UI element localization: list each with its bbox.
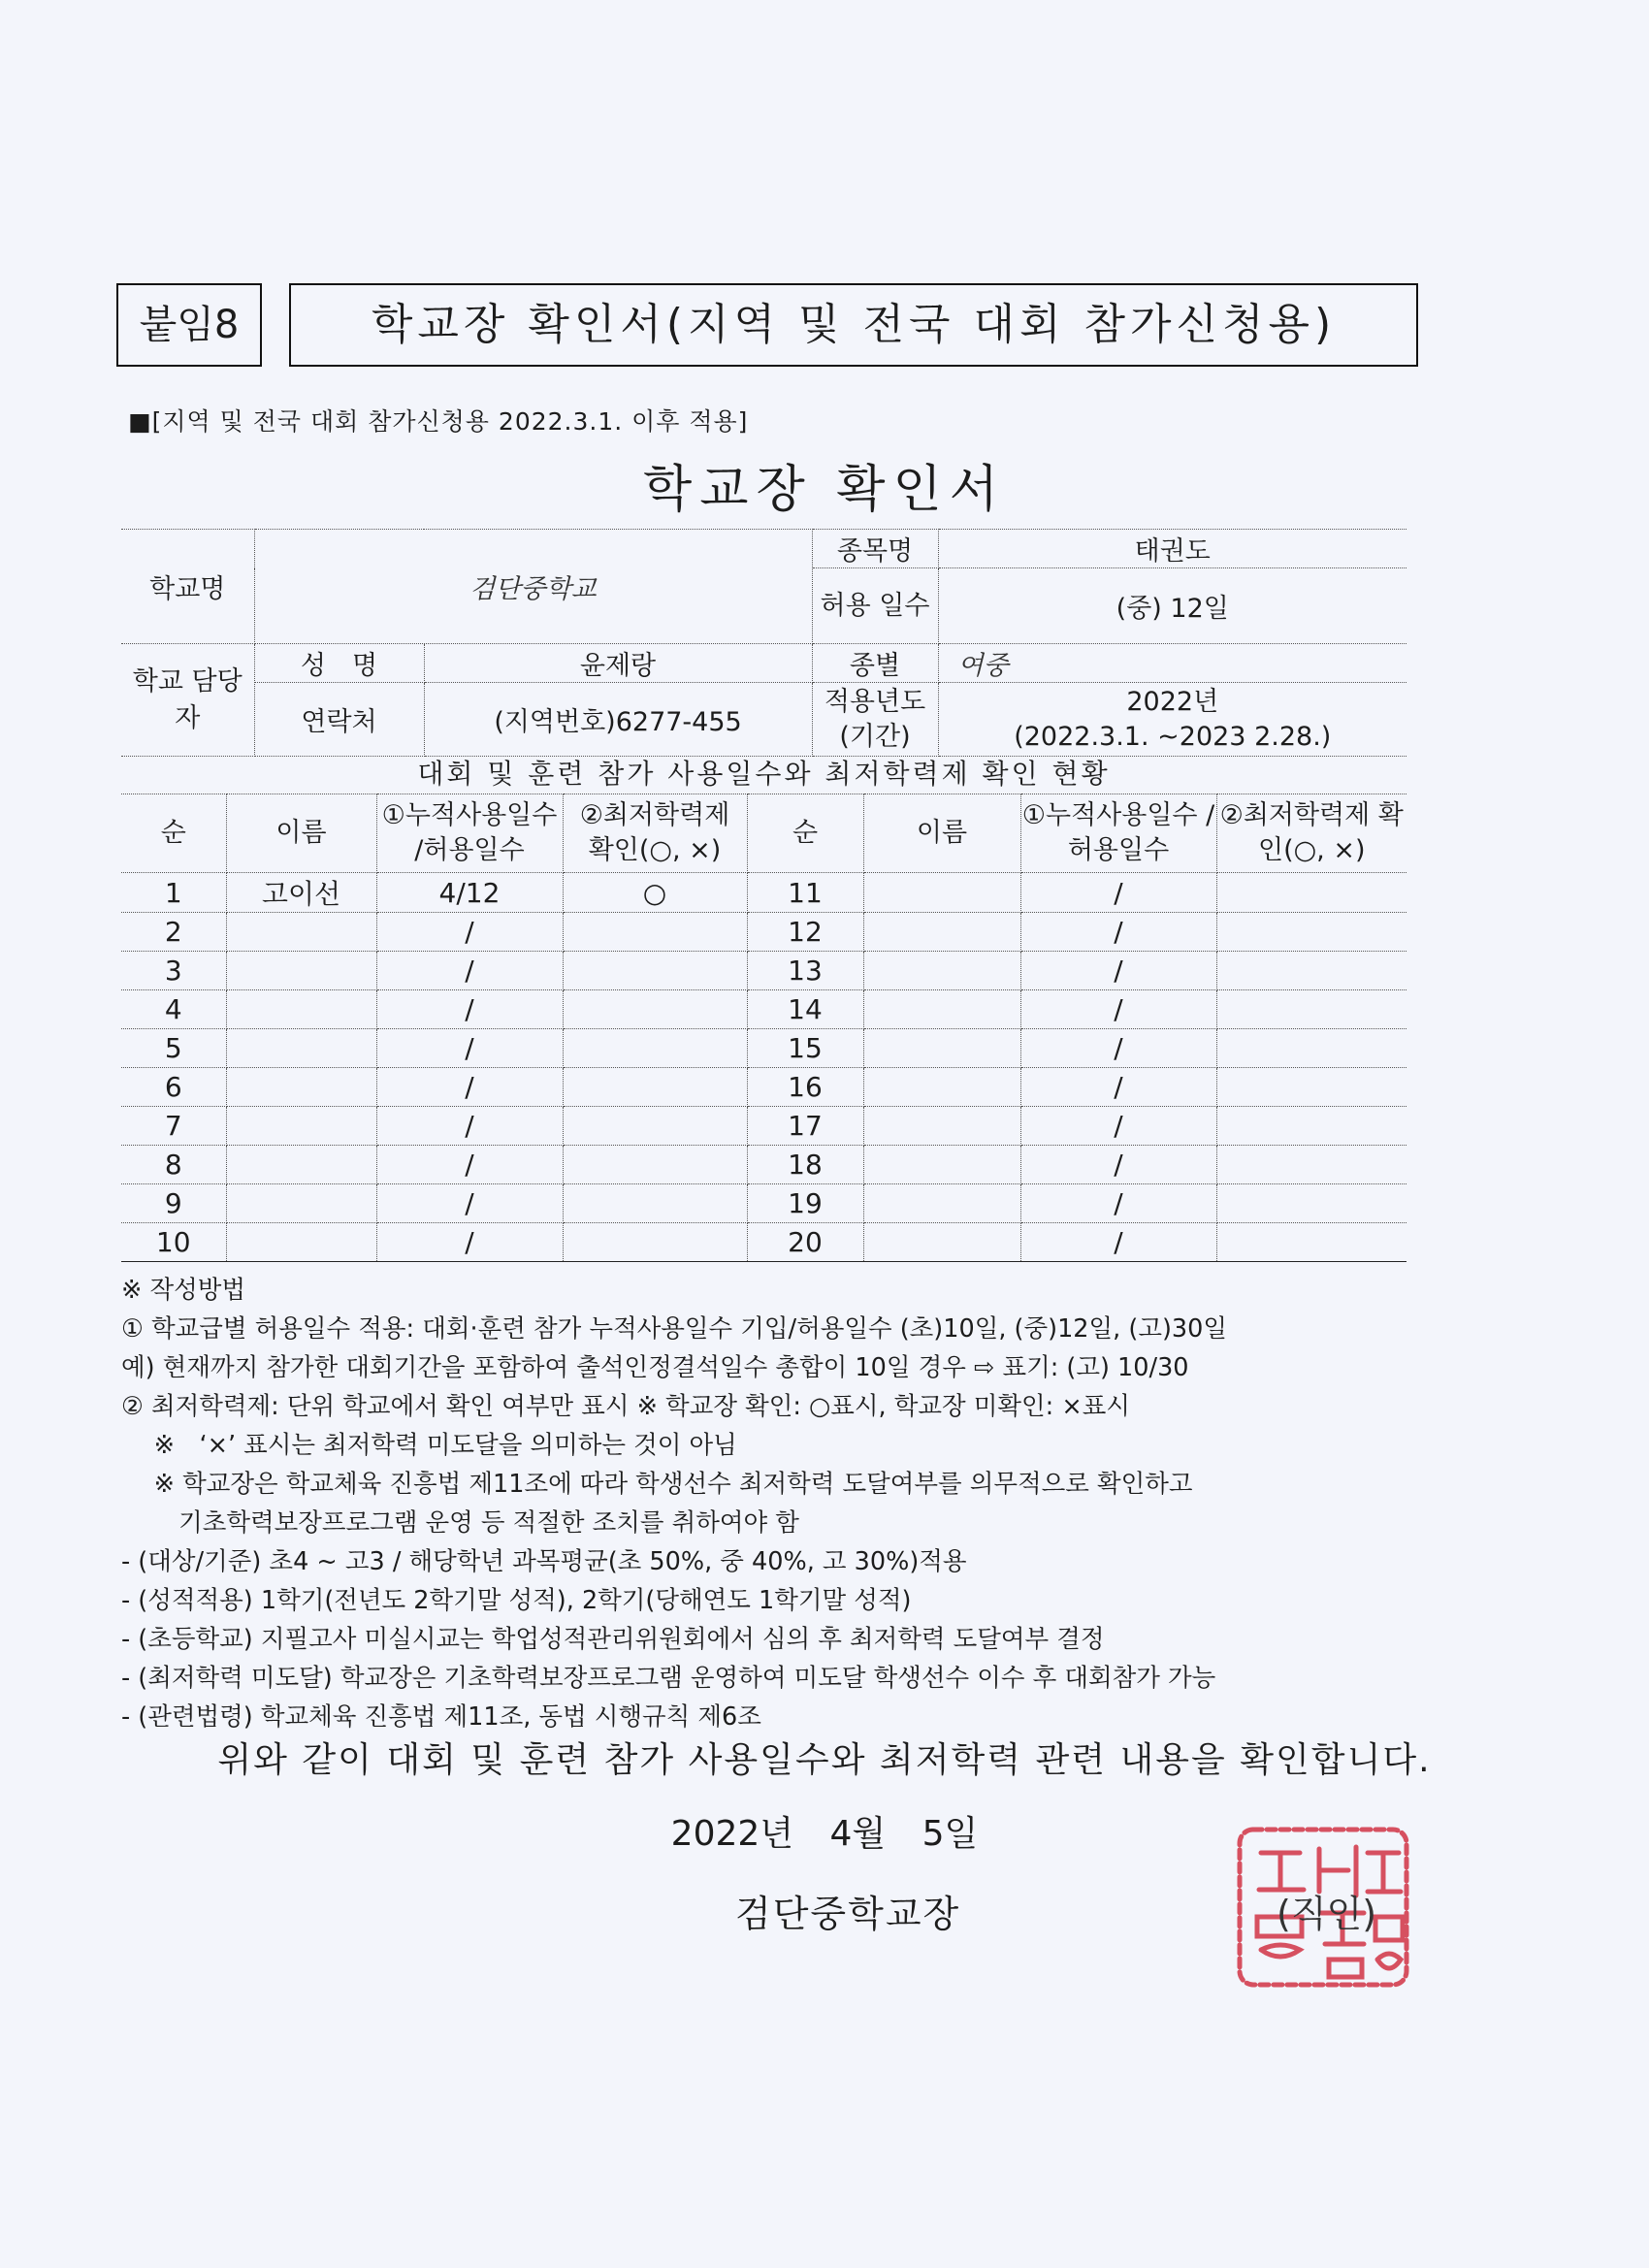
staff-name-label: 성 명 — [254, 644, 424, 683]
row-min-academic-check — [563, 1107, 747, 1146]
row-used-days: / — [1020, 1146, 1216, 1184]
row-min-academic-check — [563, 990, 747, 1029]
row-number: 14 — [747, 990, 863, 1029]
row-number: 7 — [121, 1107, 226, 1146]
instruction-line: ① 학교급별 허용일수 적용: 대회·훈련 참가 누적사용일수 기입/허용일수 (초)10일, (중)12일, (고)30일 — [121, 1314, 1227, 1344]
row-min-academic-check — [563, 1223, 747, 1262]
row-min-academic-check — [563, 1029, 747, 1068]
attachment-tag: 붙임8 — [116, 283, 262, 367]
row-number: 8 — [121, 1146, 226, 1184]
row-number: 18 — [747, 1146, 863, 1184]
row-number: 15 — [747, 1029, 863, 1068]
row-min-academic-check — [1216, 1146, 1406, 1184]
row-name — [863, 990, 1020, 1029]
instruction-line: - (초등학교) 지필고사 미실시교는 학업성적관리위원회에서 심의 후 최저학력 도달여부 결정 — [121, 1625, 1105, 1654]
col-header-check: ②최저학력제 확인(○, ×) — [1216, 794, 1406, 873]
row-name — [226, 990, 376, 1029]
row-used-days: / — [376, 1184, 563, 1223]
row-number: 17 — [747, 1107, 863, 1146]
row-name — [863, 952, 1020, 990]
row-number: 10 — [121, 1223, 226, 1262]
col-header-name: 이름 — [863, 794, 1020, 873]
school-name-value: 검단중학교 — [254, 530, 812, 644]
year-label: 적용년도 (기간) — [812, 683, 938, 757]
row-number: 3 — [121, 952, 226, 990]
row-used-days: / — [376, 952, 563, 990]
row-name — [863, 1029, 1020, 1068]
row-number: 16 — [747, 1068, 863, 1107]
contact-value: (지역번호)6277-455 — [424, 683, 812, 757]
row-used-days: / — [1020, 990, 1216, 1029]
allowed-days-label: 허용 일수 — [812, 568, 938, 644]
row-used-days: / — [1020, 1029, 1216, 1068]
row-min-academic-check — [1216, 1068, 1406, 1107]
table-row — [121, 1107, 1406, 1146]
col-header-no: 순 — [121, 794, 226, 873]
header-title: 학교장 확인서(지역 및 전국 대회 참가신청용) — [289, 283, 1418, 367]
table-row — [121, 1029, 1406, 1068]
allowed-days-value: (중) 12일 — [938, 568, 1406, 644]
instruction-line: - (관련법령) 학교체육 진흥법 제11조, 동법 시행규칙 제6조 — [121, 1702, 761, 1732]
gender-value: 여중 — [938, 644, 1406, 683]
row-number: 13 — [747, 952, 863, 990]
row-number: 9 — [121, 1184, 226, 1223]
row-name — [863, 1184, 1020, 1223]
seal-mark-text: (직인) — [1277, 1893, 1377, 1935]
row-used-days: / — [1020, 1223, 1216, 1262]
row-number: 12 — [747, 913, 863, 952]
row-used-days: / — [1020, 1107, 1216, 1146]
year-value: 2022년 — [1126, 686, 1219, 717]
row-min-academic-check — [1216, 1029, 1406, 1068]
writing-instructions — [121, 1271, 1421, 1736]
confirmation-statement: 위와 같이 대회 및 훈련 참가 사용일수와 최저학력 관련 내용을 확인합니다. — [217, 1740, 1432, 1780]
row-min-academic-check — [1216, 990, 1406, 1029]
instruction-line: - (최저학력 미도달) 학교장은 기초학력보장프로그램 운영하여 미도달 학생선수 이수 후 대회참가 가능 — [121, 1664, 1216, 1693]
table-row — [121, 1223, 1406, 1262]
instruction-line: - (대상/기준) 초4 ~ 고3 / 해당학년 과목평균(초 50%, 중 40%, 고 30%)적용 — [121, 1547, 967, 1576]
col-header-name: 이름 — [226, 794, 376, 873]
row-used-days: / — [376, 1146, 563, 1184]
row-name — [863, 913, 1020, 952]
row-name — [863, 1068, 1020, 1107]
apply-note: ■[지역 및 전국 대회 참가신청용 2022.3.1. 이후 적용] — [128, 407, 749, 436]
row-min-academic-check — [1216, 952, 1406, 990]
instruction-line: 기초학력보장프로그램 운영 등 적절한 조치를 취하여야 함 — [121, 1508, 799, 1538]
row-name — [226, 1068, 376, 1107]
row-name — [226, 1184, 376, 1223]
row-min-academic-check: ○ — [563, 873, 747, 913]
row-number: 20 — [747, 1223, 863, 1262]
row-min-academic-check — [563, 913, 747, 952]
col-header-no: 순 — [747, 794, 863, 873]
row-number: 2 — [121, 913, 226, 952]
row-number: 5 — [121, 1029, 226, 1068]
row-used-days: / — [376, 990, 563, 1029]
table-row — [121, 1068, 1406, 1107]
row-used-days: / — [376, 1107, 563, 1146]
row-min-academic-check — [563, 1146, 747, 1184]
row-number: 1 — [121, 873, 226, 913]
instruction-line: ② 최저학력제: 단위 학교에서 확인 여부만 표시 ※ 학교장 확인: ○표시, 학교장 미확인: ×표시 — [121, 1392, 1130, 1421]
row-min-academic-check — [563, 1068, 747, 1107]
row-used-days: / — [1020, 873, 1216, 913]
year-cell — [938, 683, 1406, 757]
issue-date: 2022년 4월 5일 — [670, 1814, 979, 1854]
row-used-days: / — [1020, 1068, 1216, 1107]
sport-value: 태권도 — [938, 530, 1406, 568]
school-name-label: 학교명 — [121, 530, 254, 644]
table-row — [121, 913, 1406, 952]
row-name — [226, 1146, 376, 1184]
staff-name-value: 윤제랑 — [424, 644, 812, 683]
row-min-academic-check — [1216, 1107, 1406, 1146]
row-used-days: / — [1020, 1184, 1216, 1223]
row-name — [863, 1146, 1020, 1184]
row-used-days: / — [1020, 913, 1216, 952]
document-title: 학교장 확인서 — [643, 461, 1006, 519]
row-min-academic-check — [563, 952, 747, 990]
row-number: 4 — [121, 990, 226, 1029]
usage-section-title: 대회 및 훈련 참가 사용일수와 최저학력제 확인 현황 — [417, 758, 1111, 790]
col-header-days: ①누적사용일수 /허용일수 — [1020, 794, 1216, 873]
row-min-academic-check — [1216, 913, 1406, 952]
instruction-line: ※ 학교장은 학교체육 진흥법 제11조에 따라 학생선수 최저학력 도달여부를 의무적으로 확인하고 — [121, 1470, 1193, 1499]
row-name — [226, 952, 376, 990]
staff-label: 학교 담당자 — [121, 644, 254, 757]
usage-header-row — [121, 794, 1406, 873]
row-used-days: / — [376, 1068, 563, 1107]
contact-label: 연락처 — [254, 683, 424, 757]
period-value: (2022.3.1. ~2023 2.28.) — [1014, 721, 1332, 752]
sport-label: 종목명 — [812, 530, 938, 568]
table-row — [121, 1184, 1406, 1223]
row-min-academic-check — [1216, 1184, 1406, 1223]
row-name — [226, 1107, 376, 1146]
col-header-check: ②최저학력제 확인(○, ×) — [563, 794, 747, 873]
info-table — [121, 529, 1406, 757]
col-header-days: ①누적사용일수 /허용일수 — [376, 794, 563, 873]
instruction-line: - (성적적용) 1학기(전년도 2학기말 성적), 2학기(당해연도 1학기말 성적) — [121, 1586, 912, 1615]
row-name — [226, 1029, 376, 1068]
usage-table — [121, 794, 1406, 1262]
row-name — [863, 1223, 1020, 1262]
row-name — [863, 1107, 1020, 1146]
row-used-days: / — [376, 1029, 563, 1068]
table-row — [121, 990, 1406, 1029]
row-min-academic-check — [1216, 1223, 1406, 1262]
table-row — [121, 873, 1406, 913]
row-used-days: 4/12 — [376, 873, 563, 913]
principal-title: 검단중학교장 — [735, 1893, 961, 1935]
row-used-days: / — [376, 1223, 563, 1262]
table-row — [121, 952, 1406, 990]
gender-label: 종별 — [812, 644, 938, 683]
row-name — [226, 1223, 376, 1262]
instruction-line: ※ ‘×’ 표시는 최저학력 미도달을 의미하는 것이 아님 — [121, 1431, 737, 1460]
row-number: 6 — [121, 1068, 226, 1107]
row-number: 11 — [747, 873, 863, 913]
row-name — [226, 913, 376, 952]
row-name: 고이선 — [226, 873, 376, 913]
row-min-academic-check — [1216, 873, 1406, 913]
row-used-days: / — [376, 913, 563, 952]
table-row — [121, 1146, 1406, 1184]
instruction-line: 예) 현재까지 참가한 대회기간을 포함하여 출석인정결석일수 총합이 10일 경우 ⇨ 표기: (고) 10/30 — [121, 1353, 1189, 1382]
row-number: 19 — [747, 1184, 863, 1223]
row-name — [863, 873, 1020, 913]
row-used-days: / — [1020, 952, 1216, 990]
instruction-line: ※ 작성방법 — [121, 1276, 246, 1305]
row-min-academic-check — [563, 1184, 747, 1223]
